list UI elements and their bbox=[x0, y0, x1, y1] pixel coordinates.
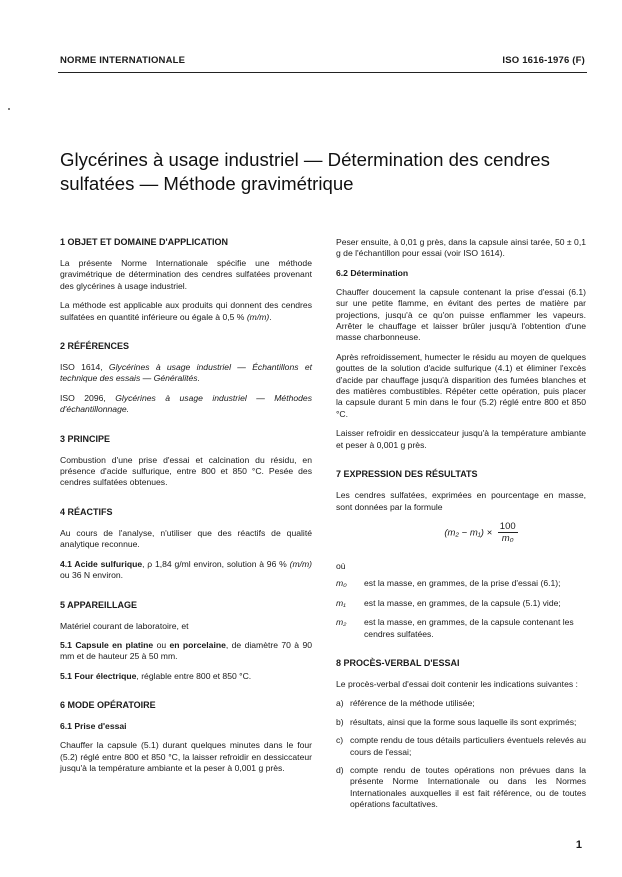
item-label: 4.1 Acide sulfurique bbox=[60, 558, 143, 569]
where-label: où bbox=[336, 560, 346, 571]
variable-symbol: m₁ bbox=[336, 597, 346, 608]
text: ISO 1614, bbox=[60, 362, 109, 373]
subsection-heading: 6.2 Détermination bbox=[336, 267, 409, 278]
section-heading: 2 RÉFÉRENCES bbox=[60, 341, 130, 352]
reference-item bbox=[60, 362, 312, 385]
unit: (m/m) bbox=[289, 558, 313, 569]
subsection-heading: 6.1 Prise d'essai bbox=[60, 721, 127, 732]
paragraph: Peser ensuite, à 0,01 g près, dans la capsule ainsi tarée, 50 ± 0,1 g de l'échantillon pour essai (voir ISO 1614). bbox=[336, 237, 586, 259]
paragraph: Chauffer la capsule (5.1) durant quelques minutes dans le four (5.2) réglé entre 800 et 850 °C, la laisser refroidir en dessiccateur jusqu'à la température ambiante et la peser à 0,001 g près. bbox=[60, 740, 312, 773]
list-item bbox=[336, 698, 586, 709]
section-principle bbox=[60, 434, 312, 489]
text: La méthode est applicable aux produits qui donnent des cendres sulfatées en quantité inférieure ou égale à 0,5 % bbox=[60, 300, 312, 322]
paragraph: Le procès-verbal d'essai doit contenir les indications suivantes : bbox=[336, 678, 578, 689]
item-label: en porcelaine bbox=[169, 639, 226, 650]
list-item-label: d) bbox=[336, 764, 344, 775]
apparatus-item bbox=[60, 671, 312, 682]
formula-expression: (m₂ − m₁) × bbox=[444, 527, 493, 539]
paragraph: Les cendres sulfatées, exprimées en pourcentage en masse, sont données par la formule bbox=[336, 490, 586, 512]
text: , de diamètre 70 à 90 mm et de hauteur 25 à 50 mm. bbox=[60, 639, 313, 662]
document-title bbox=[60, 148, 580, 196]
header-standard-type: NORME INTERNATIONALE bbox=[60, 55, 186, 66]
text: ou 36 N environ. bbox=[60, 570, 124, 581]
list-item-text: référence de la méthode utilisée; bbox=[350, 698, 475, 709]
paragraph: Au cours de l'analyse, n'utiliser que des réactifs de qualité analytique reconnue. bbox=[60, 527, 312, 550]
paragraph bbox=[60, 300, 312, 323]
list-item bbox=[336, 765, 586, 811]
section-apparatus bbox=[60, 600, 312, 683]
section-reagents bbox=[60, 507, 312, 582]
variable-definitions bbox=[336, 578, 586, 640]
list-item-label: b) bbox=[336, 716, 344, 727]
definition-row bbox=[336, 598, 586, 609]
item-label: 5.1 Four électrique bbox=[60, 670, 137, 681]
page-number: 1 bbox=[575, 839, 582, 851]
text: , réglable entre 800 et 850 °C. bbox=[136, 670, 252, 681]
list-item-label: a) bbox=[336, 698, 344, 709]
header-standard-number: ISO 1616-1976 (F) bbox=[502, 55, 585, 66]
reagent-item bbox=[60, 559, 312, 582]
list-item-text: compte rendu de tous détails particuliers éventuels relevés au cours de l'essai; bbox=[350, 735, 586, 757]
formula bbox=[376, 521, 586, 555]
list-item-text: résultats, ainsi que la forme sous laquelle ils sont exprimés; bbox=[350, 716, 577, 727]
definition-row bbox=[336, 578, 586, 589]
paragraph: Après refroidissement, humecter le résidu au moyen de quelques gouttes de la solution d'acide sulfurique (4.1) et éliminer l'excès d'acide par chauffage jusqu'à disparition des fumées blanches et des matières combustibles. Répéter cette opération, puis placer la capsule durant 5 min dans le four (5.2) réglé entre 800 et 850 °C. bbox=[336, 351, 586, 419]
title-line-1: Glycérines à usage industriel — Détermination des cendres bbox=[60, 149, 550, 170]
formula-numerator: 100 bbox=[499, 520, 516, 532]
left-column bbox=[60, 237, 312, 792]
paragraph: Chauffer doucement la capsule contenant la prise d'essai (6.1) sur une petite flamme, en évitant des pertes de matière par projections, jusqu'à ce qu'on puisse enflammer les vapeurs. Arrêter le chauffage et laisser brûler jusqu'à l'obtention d'une masse charbonneuse. bbox=[336, 286, 586, 343]
margin-mark bbox=[8, 108, 10, 110]
header-rule bbox=[58, 72, 587, 73]
title-line-2: sulfatées — Méthode gravimétrique bbox=[60, 173, 354, 194]
paragraph: Laisser refroidir en dessiccateur jusqu'à la température ambiante et peser à 0,001 g près. bbox=[336, 428, 586, 450]
right-column bbox=[336, 237, 586, 829]
variable-symbol: m₂ bbox=[336, 617, 347, 628]
section-heading: 3 PRINCIPE bbox=[60, 433, 111, 444]
list-item bbox=[336, 735, 586, 758]
section-scope bbox=[60, 237, 312, 323]
variable-description: est la masse, en grammes, de la capsule contenant les cendres sulfatées. bbox=[364, 617, 574, 639]
unit: (m/m) bbox=[246, 311, 270, 322]
variable-description: est la masse, en grammes, de la prise d'essai (6.1); bbox=[364, 578, 561, 589]
text: ISO 2096, bbox=[60, 392, 116, 403]
section-heading: 6 MODE OPÉRATOIRE bbox=[60, 700, 156, 711]
variable-symbol: m₀ bbox=[336, 578, 347, 589]
section-results bbox=[336, 469, 586, 640]
list-item bbox=[336, 717, 586, 728]
variable-description: est la masse, en grammes, de la capsule (5.1) vide; bbox=[364, 597, 561, 608]
paragraph: La présente Norme Internationale spécifie une méthode gravimétrique de détermination des cendres sulfatées provenant des glycérines à usage industriel. bbox=[60, 258, 312, 291]
reference-item bbox=[60, 393, 312, 416]
text: , ρ 1,84 g/ml environ, solution à 96 % bbox=[142, 558, 290, 569]
formula-fraction bbox=[498, 521, 518, 545]
section-heading: 1 OBJET ET DOMAINE D'APPLICATION bbox=[60, 237, 228, 247]
section-procedure bbox=[60, 700, 312, 774]
report-items-list bbox=[336, 698, 586, 810]
section-heading: 8 PROCÈS-VERBAL D'ESSAI bbox=[336, 657, 460, 668]
section-heading: 4 RÉACTIFS bbox=[60, 506, 113, 517]
list-item-text: compte rendu de toutes opérations non prévues dans la présente Norme Internationale ou dans les Normes Internationales auxquelles il est fait référence, ou de toutes opérations facultatives. bbox=[350, 764, 586, 810]
reference-title: Glycérines à usage industriel — Méthodes d'échantillonnage. bbox=[60, 392, 312, 415]
paragraph: Matériel courant de laboratoire, et bbox=[60, 620, 189, 631]
item-label: 5.1 Capsule en platine bbox=[60, 639, 154, 650]
paragraph: Combustion d'une prise d'essai et calcination du résidu, en présence d'acide sulfurique, entre 800 et 850 °C. Pesée des cendres sulfatées obtenues. bbox=[60, 454, 312, 488]
apparatus-item bbox=[60, 640, 312, 663]
section-heading: 5 APPAREILLAGE bbox=[60, 599, 138, 610]
text: . bbox=[269, 311, 272, 322]
section-references bbox=[60, 341, 312, 416]
text: ou bbox=[153, 639, 170, 650]
section-heading: 7 EXPRESSION DES RÉSULTATS bbox=[336, 469, 478, 480]
list-item-label: c) bbox=[336, 735, 344, 746]
formula-denominator: m₀ bbox=[501, 533, 514, 545]
section-test-report bbox=[336, 658, 586, 811]
reference-title: Glycérines à usage industriel — Échantillons et technique des essais — Généralités. bbox=[60, 362, 312, 384]
definition-row bbox=[336, 617, 586, 640]
